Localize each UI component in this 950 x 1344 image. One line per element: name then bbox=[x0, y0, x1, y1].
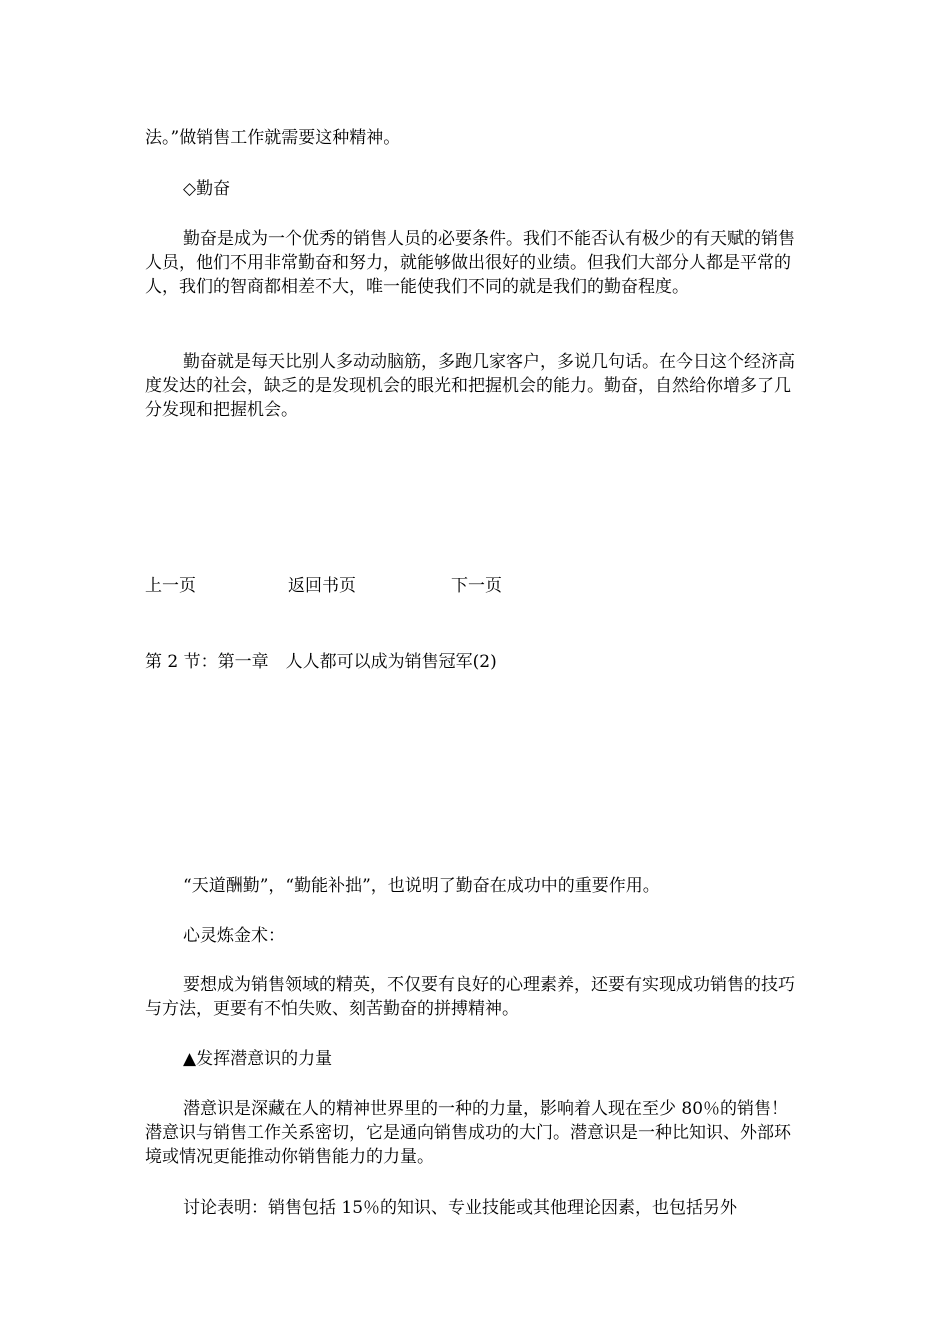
page-navigation bbox=[145, 574, 805, 598]
paragraph-continuation: 法。”做销售工作就需要这种精神。 bbox=[145, 128, 401, 148]
paragraph-discussion: 讨论表明：销售包括 15％的知识、专业技能或其他理论因素，也包括另外 bbox=[183, 1198, 738, 1218]
prev-page-link[interactable]: 上一页 bbox=[145, 576, 196, 596]
subheading-diligence: ◇勤奋 bbox=[183, 179, 231, 199]
paragraph-sales-elite: 要想成为销售领域的精英，不仅要有良好的心理素养，还要有实现成功销售的技巧与方法，更要有不怕失败、刻苦勤奋的拼搏精神。 bbox=[145, 975, 795, 1019]
next-page-link[interactable]: 下一页 bbox=[451, 576, 502, 596]
section-title: 第 2 节：第一章 人人都可以成为销售冠军(2) bbox=[145, 652, 497, 672]
paragraph-diligence-meaning: 勤奋就是每天比别人多动动脑筋，多跑几家客户，多说几句话。在今日这个经济高度发达的社会，缺乏的是发现机会的眼光和把握机会的能力。勤奋，自然给你增多了几分发现和把握机会。 bbox=[145, 352, 795, 420]
subheading-subconscious: ▲发挥潜意识的力量 bbox=[183, 1049, 333, 1069]
back-to-book-link[interactable]: 返回书页 bbox=[288, 576, 356, 596]
subheading-mind-alchemy: 心灵炼金术： bbox=[183, 926, 285, 946]
paragraph-diligence-definition: 勤奋是成为一个优秀的销售人员的必要条件。我们不能否认有极少的有天赋的销售人员，他们不用非常勤奋和努力，就能够做出很好的业绩。但我们大部分人都是平常的人，我们的智商都相差不大，唯一能使我们不同的就是我们的勤奋程度。 bbox=[145, 229, 795, 297]
paragraph-proverb: “天道酬勤”，“勤能补拙”，也说明了勤奋在成功中的重要作用。 bbox=[183, 876, 660, 896]
paragraph-subconscious: 潜意识是深藏在人的精神世界里的一种的力量，影响着人现在至少 80％的销售！潜意识与销售工作关系密切，它是通向销售成功的大门。潜意识是一种比知识、外部环境或情况更能推动你销售能力的力量。 bbox=[145, 1099, 791, 1167]
